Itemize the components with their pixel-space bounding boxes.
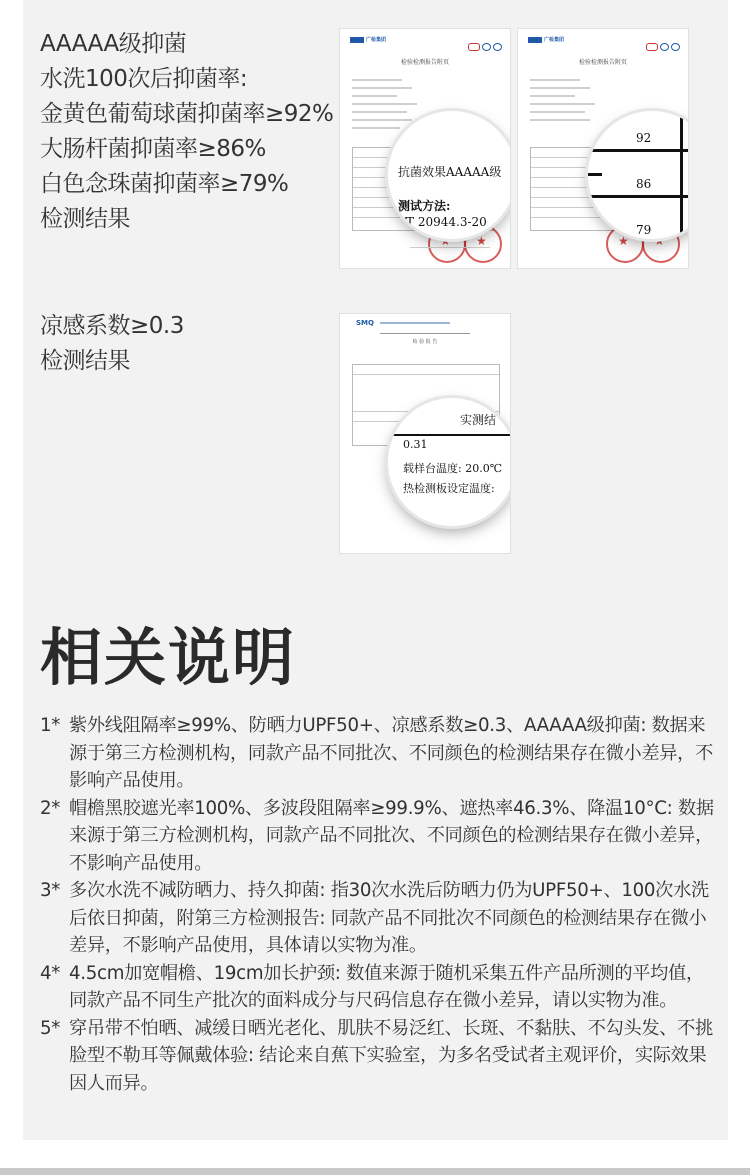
cooling-report: [339, 313, 511, 554]
spec-line: 检测结果: [40, 206, 130, 232]
magnified-value: 86: [636, 177, 652, 191]
note-text: 紫外线阻隔率≥99%、防晒力UPF50+、凉感系数≥0.3、AAAAA级抑菌: 数据来源于第三方检测机构，同款产品不同批次、不同颜色的检测结果存在微小差异，不影响产品使用。: [69, 715, 713, 791]
note-item: [40, 877, 720, 960]
spec-line: 金黄色葡萄球菌抑菌率≥92%: [40, 101, 334, 127]
note-number: 5*: [40, 1017, 61, 1039]
magnifier-lens: [388, 111, 511, 239]
notes-list: [40, 712, 720, 1097]
magnified-value: 79: [636, 223, 652, 237]
note-item: [40, 1015, 720, 1098]
magnified-method-label: 测试方法:: [398, 199, 451, 213]
section-title: 相关说明: [40, 621, 297, 694]
spec-line: 白色念珠菌抑菌率≥79%: [40, 171, 289, 197]
antibacterial-report-2: [517, 28, 689, 269]
magnified-sample-temp: 载样台温度: 20.0℃: [403, 462, 502, 475]
certification-marks: [466, 36, 502, 55]
note-text: 帽檐黑胶遮光率100%、多波段阻隔率≥99.9%、遮热率46.3%、降温10°C: 数据来源于第三方检测机构，同款产品不同批次、不同颜色的检测结果存在微小差异，不影响产品使用。: [69, 797, 714, 874]
report-logo: SMQ: [356, 319, 374, 327]
spec-line: 检测结果: [40, 348, 130, 374]
note-number: 2*: [40, 797, 61, 819]
report-title: 检验检测报告附页: [578, 59, 627, 66]
note-item: [40, 960, 720, 1015]
note-number: 3*: [40, 880, 61, 901]
antibacterial-report-1: [339, 28, 511, 269]
report-title: 检 验 报 告: [412, 339, 438, 345]
report-logo: 广检集团: [350, 36, 386, 43]
spec-line: AAAAA级抑菌: [40, 31, 187, 57]
note-item: [40, 712, 720, 795]
note-text: 4.5cm加宽帽檐、19cm加长护颈: 数值来源于随机采集五件产品所测的平均值，同款产品不同生产批次的面料成分与尺码信息存在微小差异，请以实物为准。: [69, 962, 704, 1011]
note-text: 穿吊带不怕晒、减缓日晒光老化、肌肤不易泛红、长斑、不黏肤、不勾头发、不挑脸型不勒耳等佩戴体验: 结论来自蕉下实验室，为多名受试者主观评价，实际效果因人而异。: [69, 1017, 713, 1094]
magnified-standard: /T 20944.3-20: [402, 215, 487, 229]
magnifier-lens: [388, 398, 511, 526]
certification-marks: [644, 36, 680, 55]
magnified-plate-temp: 热检测板设定温度:: [403, 482, 495, 495]
report-logo: 广检集团: [528, 36, 564, 43]
bottom-divider: [0, 1168, 750, 1175]
report-title: 检验检测报告附页: [400, 59, 449, 66]
magnified-value: 92: [636, 131, 652, 145]
note-text: 多次水洗不减防晒力、持久抑菌: 指30次水洗后防晒力仍为UPF50+、100次水洗后依日抑菌，附第三方检测报告: 同款产品不同批次不同颜色的检测结果存在微小差异，不影响产品使用，具体请以实物为准。: [69, 880, 709, 956]
magnified-result: 抗菌效果AAAAA级: [398, 165, 502, 179]
spec-line: 大肠杆菌抑菌率≥86%: [40, 136, 266, 162]
cooling-spec: [40, 309, 184, 379]
antibacterial-spec: [40, 27, 333, 237]
note-item: [40, 795, 720, 878]
spec-line: 水洗100次后抑菌率:: [40, 66, 248, 92]
magnified-header: 实测结: [460, 413, 497, 427]
note-number: 1*: [40, 715, 61, 736]
magnified-value: 0.31: [403, 438, 428, 451]
spec-line: 凉感系数≥0.3: [40, 313, 184, 339]
note-number: 4*: [40, 962, 61, 984]
